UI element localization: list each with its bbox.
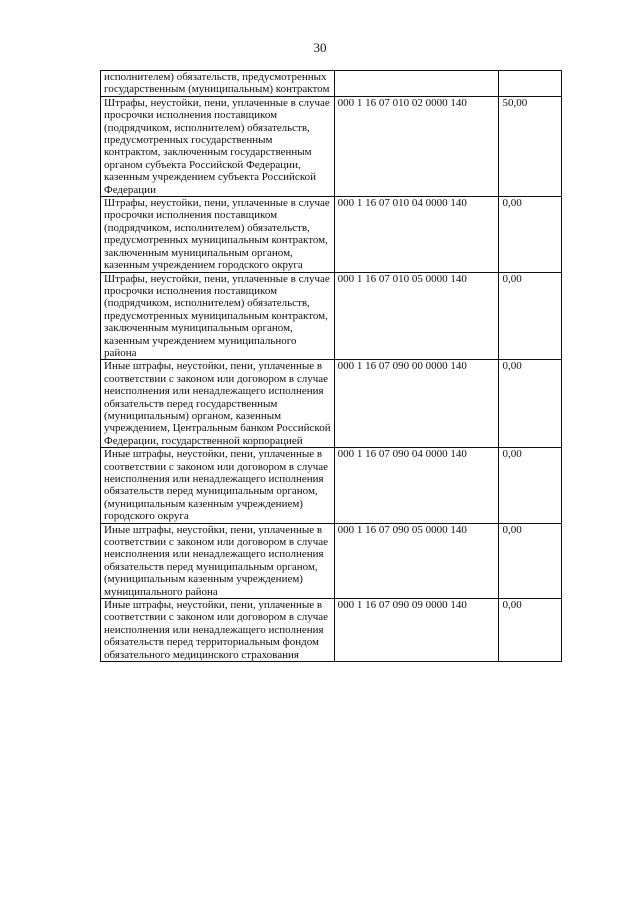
- table-row: [101, 448, 562, 523]
- row-amount-cell: 50,00: [499, 96, 562, 196]
- table-row: [101, 523, 562, 598]
- row-name-cell: Штрафы, неустойки, пени, уплаченные в случае просрочки исполнения поставщиком (подрядчиком, исполнителем) обязательств, предусмотренных государственным контрактом, заключенным государственным органом субъекта Российской Федерации, казенным учреждением субъекта Российской Федерации: [101, 96, 335, 196]
- row-amount-cell: 0,00: [499, 523, 562, 598]
- row-code-cell: 000 1 16 07 090 05 0000 140: [334, 523, 499, 598]
- row-amount-cell: 0,00: [499, 197, 562, 272]
- row-amount-cell: 0,00: [499, 272, 562, 360]
- table-row: [101, 599, 562, 662]
- row-amount-cell: [499, 71, 562, 97]
- table-row: [101, 96, 562, 196]
- revenue-table: [100, 70, 562, 662]
- table-row: [101, 71, 562, 97]
- row-code-cell: 000 1 16 07 090 00 0000 140: [334, 360, 499, 448]
- page-number: 30: [313, 40, 327, 55]
- table-row: [101, 272, 562, 360]
- row-name-cell: Штрафы, неустойки, пени, уплаченные в случае просрочки исполнения поставщиком (подрядчиком, исполнителем) обязательств, предусмотренных муниципальным контрактом, заключенным муниципальным органом, казенным учреждением муниципального района: [101, 272, 335, 360]
- table-row: [101, 360, 562, 448]
- row-code-cell: 000 1 16 07 010 05 0000 140: [334, 272, 499, 360]
- row-name-cell: Иные штрафы, неустойки, пени, уплаченные в соответствии с законом или договором в случае неисполнения или ненадлежащего исполнения обязательств перед муниципальным органом, (муниципальным казенным учреждением) муниципального района: [101, 523, 335, 598]
- row-code-cell: 000 1 16 07 010 04 0000 140: [334, 197, 499, 272]
- row-name-cell: Штрафы, неустойки, пени, уплаченные в случае просрочки исполнения поставщиком (подрядчиком, исполнителем) обязательств, предусмотренных муниципальным контрактом, заключенным муниципальным органом, казенным учреждением городского округа: [101, 197, 335, 272]
- row-code-cell: 000 1 16 07 090 09 0000 140: [334, 599, 499, 662]
- row-name-cell: Иные штрафы, неустойки, пени, уплаченные в соответствии с законом или договором в случае неисполнения или ненадлежащего исполнения обязательств перед муниципальным органом, (муниципальным казенным учреждением) городского округа: [101, 448, 335, 523]
- row-code-cell: 000 1 16 07 090 04 0000 140: [334, 448, 499, 523]
- row-name-cell: Иные штрафы, неустойки, пени, уплаченные в соответствии с законом или договором в случае неисполнения или ненадлежащего исполнения обязательств перед государственным (муниципальным) органом, казенным учреждением, Центральным банком Российской Федерации, государственной корпорацией: [101, 360, 335, 448]
- row-code-cell: [334, 71, 499, 97]
- table-row: [101, 197, 562, 272]
- row-name-cell: Иные штрафы, неустойки, пени, уплаченные в соответствии с законом или договором в случае неисполнения или ненадлежащего исполнения обязательств перед территориальным фондом обязательного медицинского страхования: [101, 599, 335, 662]
- row-amount-cell: 0,00: [499, 599, 562, 662]
- row-name-cell: исполнителем) обязательств, предусмотренных государственным (муниципальным) контрактом: [101, 71, 335, 97]
- row-code-cell: 000 1 16 07 010 02 0000 140: [334, 96, 499, 196]
- row-amount-cell: 0,00: [499, 448, 562, 523]
- row-amount-cell: 0,00: [499, 360, 562, 448]
